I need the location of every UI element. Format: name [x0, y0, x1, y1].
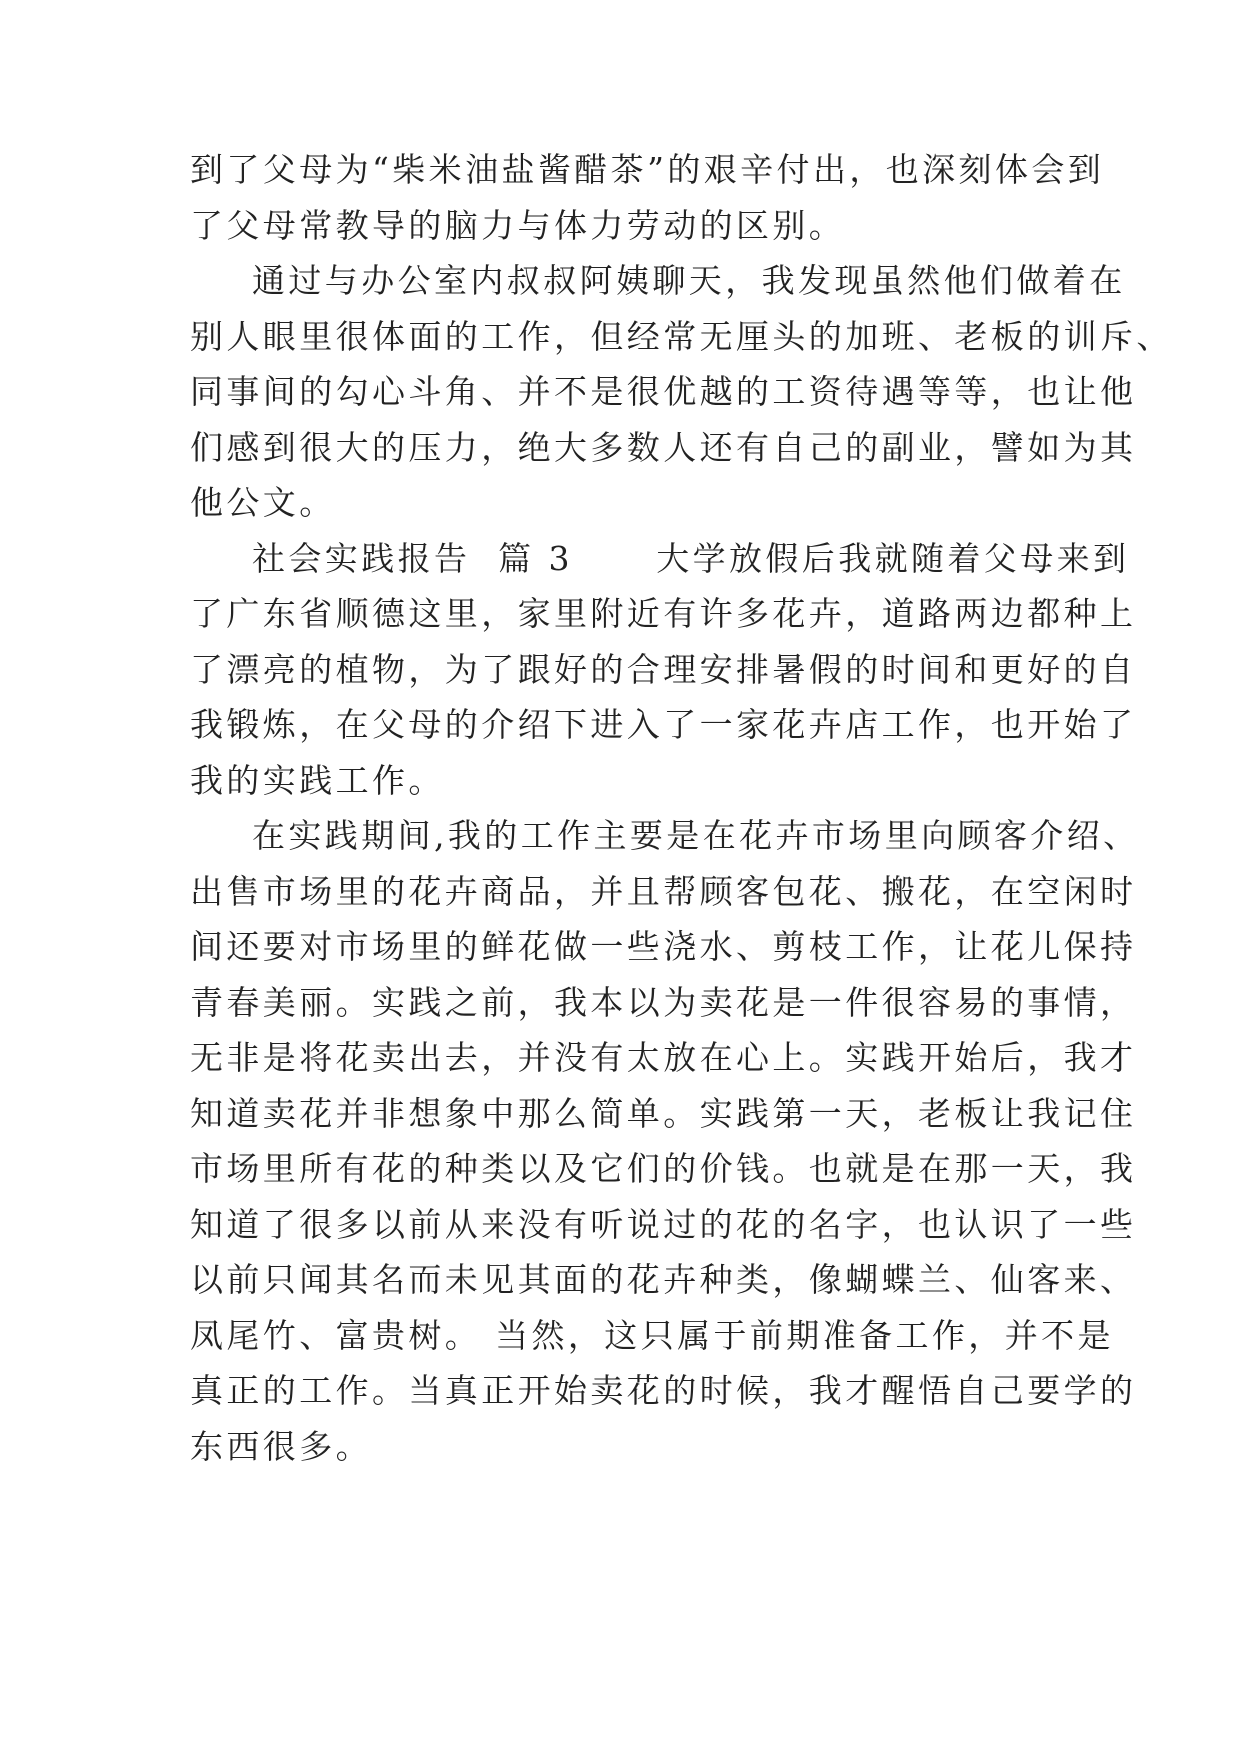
text-line: 市场里所有花的种类以及它们的价钱。也就是在那一天，我: [190, 1149, 1137, 1188]
text-line: 东西很多。: [190, 1427, 372, 1466]
text-line: 了漂亮的植物，为了跟好的合理安排暑假的时间和更好的自: [190, 650, 1137, 689]
text-line: 间还要对市场里的鲜花做一些浇水、剪枝工作，让花儿保持: [190, 927, 1137, 966]
text-line: 知道卖花并非想象中那么简单。实践第一天，老板让我记住: [190, 1094, 1137, 1133]
text-line: 别人眼里很体面的工作，但经常无厘头的加班、老板的训斥、: [190, 317, 1173, 356]
text-line: 真正的工作。当真正开始卖花的时候，我才醒悟自己要学的: [190, 1371, 1137, 1410]
text-line: 了父母常教导的脑力与体力劳动的区别。: [190, 206, 846, 245]
text-line: 他公文。: [190, 483, 336, 522]
text-line: 我的实践工作。: [190, 761, 445, 800]
text-line: 凤尾竹、富贵树。 当然，这只属于前期准备工作，并不是: [190, 1316, 1114, 1355]
text-line: 无非是将花卖出去，并没有太放在心上。实践开始后，我才: [190, 1038, 1137, 1077]
text-line: 们感到很大的压力，绝大多数人还有自己的副业，譬如为其: [190, 428, 1137, 467]
text-line: 知道了很多以前从来没有听说过的花的名字，也认识了一些: [190, 1205, 1137, 1244]
text-line: 到了父母为“柴米油盐酱醋茶”的艰辛付出，也深刻体会到: [190, 150, 1105, 189]
section-heading-line: 社会实践报告 篇 3 大学放假后我就随着父母来到: [252, 539, 1130, 578]
text-line: 了广东省顺德这里，家里附近有许多花卉，道路两边都种上: [190, 594, 1137, 633]
text-line: 同事间的勾心斗角、并不是很优越的工资待遇等等，也让他: [190, 372, 1137, 411]
paragraph-start-line: 在实践期间,我的工作主要是在花卉市场里向顾客介绍、: [252, 816, 1140, 855]
text-line: 出售市场里的花卉商品，并且帮顾客包花、搬花，在空闲时: [190, 872, 1137, 911]
text-line: 以前只闻其名而未见其面的花卉种类，像蝴蝶兰、仙客来、: [190, 1260, 1137, 1299]
text-line: 青春美丽。实践之前，我本以为卖花是一件很容易的事情，: [190, 983, 1137, 1022]
paragraph-start-line: 通过与办公室内叔叔阿姨聊天，我发现虽然他们做着在: [252, 261, 1126, 300]
text-line: 我锻炼，在父母的介绍下进入了一家花卉店工作，也开始了: [190, 705, 1137, 744]
